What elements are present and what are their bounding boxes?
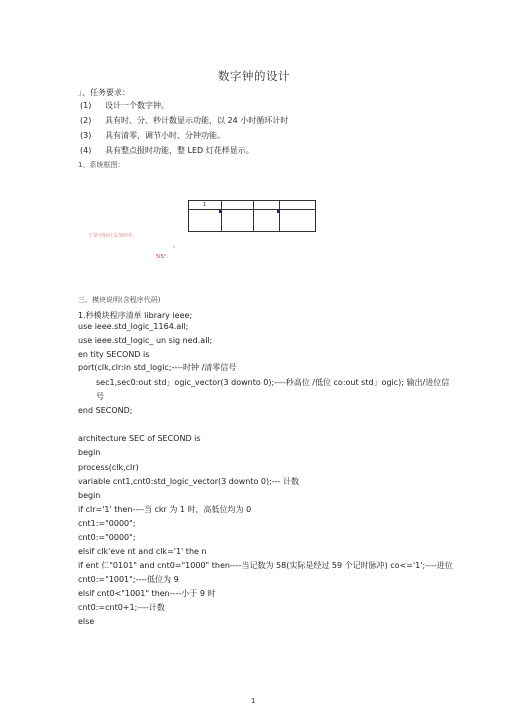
task-num: (2) — [80, 116, 92, 125]
code-line: cnt0:="1001";----低位为 9 — [78, 575, 179, 584]
task-item-2 — [80, 116, 289, 126]
diagram-node-marker — [219, 210, 222, 213]
code-line: elsif cnt0<"1001" then----小于 9 时 — [78, 589, 216, 598]
code-line: use ieee.std_logic_1164.all; — [78, 322, 189, 331]
code-line: en tity SECOND is — [78, 350, 150, 359]
code-line: 号 — [96, 392, 104, 401]
task-heading: 」、任务要求： — [78, 88, 130, 97]
task-item-4 — [80, 146, 254, 156]
code-line: if ent 仁"0101" and cnt0="1000" then----当记数为 58(实际是经过 59 个记时脉冲) co<='1';----进位 — [78, 561, 453, 570]
task-item-3 — [80, 131, 225, 141]
module-heading: 三、模块说明(含程序代码) — [78, 296, 161, 304]
code-line: cnt0:=cnt0+1;----计数 — [78, 603, 165, 612]
task-num: (3) — [80, 131, 92, 140]
diagram-label: 1 — [203, 202, 207, 208]
system-block-diagram — [188, 200, 316, 232]
task-text: 具有整点报时功能，整 LED 灯花样显示。 — [105, 146, 254, 155]
diagram-red-label: 5IS°. — [156, 254, 168, 260]
code-line: use ieee.std_logic_ un sig ned.all; — [78, 336, 213, 345]
diagram-row-divider — [189, 209, 315, 210]
diagram-col-divider — [279, 201, 280, 231]
doc-title: 数字钟的设计 — [218, 69, 290, 83]
faint-mark: ° — [173, 246, 176, 252]
code-line: cnt1:="0000"; — [78, 519, 136, 528]
code-line: if clr='1' then----当 ckr 为 1 时，高低位均为 0 — [78, 505, 252, 514]
code-line: cnt0:="0000"; — [78, 533, 136, 542]
code-line: variable cnt1,cnt0:std_logic_vector(3 downto 0);--- 计数 — [78, 477, 300, 486]
diagram-node-marker — [277, 210, 280, 213]
task-text: 具有清零，调节小时、分钟功能。 — [105, 131, 225, 140]
diagram-col-divider — [253, 201, 254, 231]
code-line: process(clk,clr) — [78, 463, 139, 472]
diagram-col-divider — [221, 201, 222, 231]
task-item-1 — [80, 101, 169, 111]
task-num: (4) — [80, 146, 92, 155]
task-text: 设计一个数字钟。 — [105, 101, 169, 110]
code-line: elsif clk'eve nt and clk='1' the n — [78, 547, 207, 556]
code-line: port(clk,clr:in std_logic;----时钟 /清零信号 — [78, 363, 237, 372]
task-num: (1) — [80, 101, 92, 110]
code-line: 1.秒模块程序清单 library ieee; — [78, 311, 193, 320]
task-text: 具有时、分、秒计数显示功能，以 24 小时循环计时 — [105, 116, 289, 125]
code-line: architecture SEC of SECOND is — [78, 434, 201, 443]
code-line: begin — [78, 491, 101, 500]
code-line: sec1,sec0:out std」ogic_vector(3 downto 0);----秒高位 /低位 co:out std」ogic); 输出/进位信 — [96, 378, 450, 387]
page-number: 1 — [251, 697, 256, 705]
code-line: end SECOND; — [78, 406, 133, 415]
code-line: else — [78, 617, 95, 626]
faint-note: 丁常亦脉叶益加呼作, — [88, 233, 135, 239]
system-block-heading: 1、系统框图： — [78, 161, 125, 169]
code-line: begin — [78, 448, 101, 457]
